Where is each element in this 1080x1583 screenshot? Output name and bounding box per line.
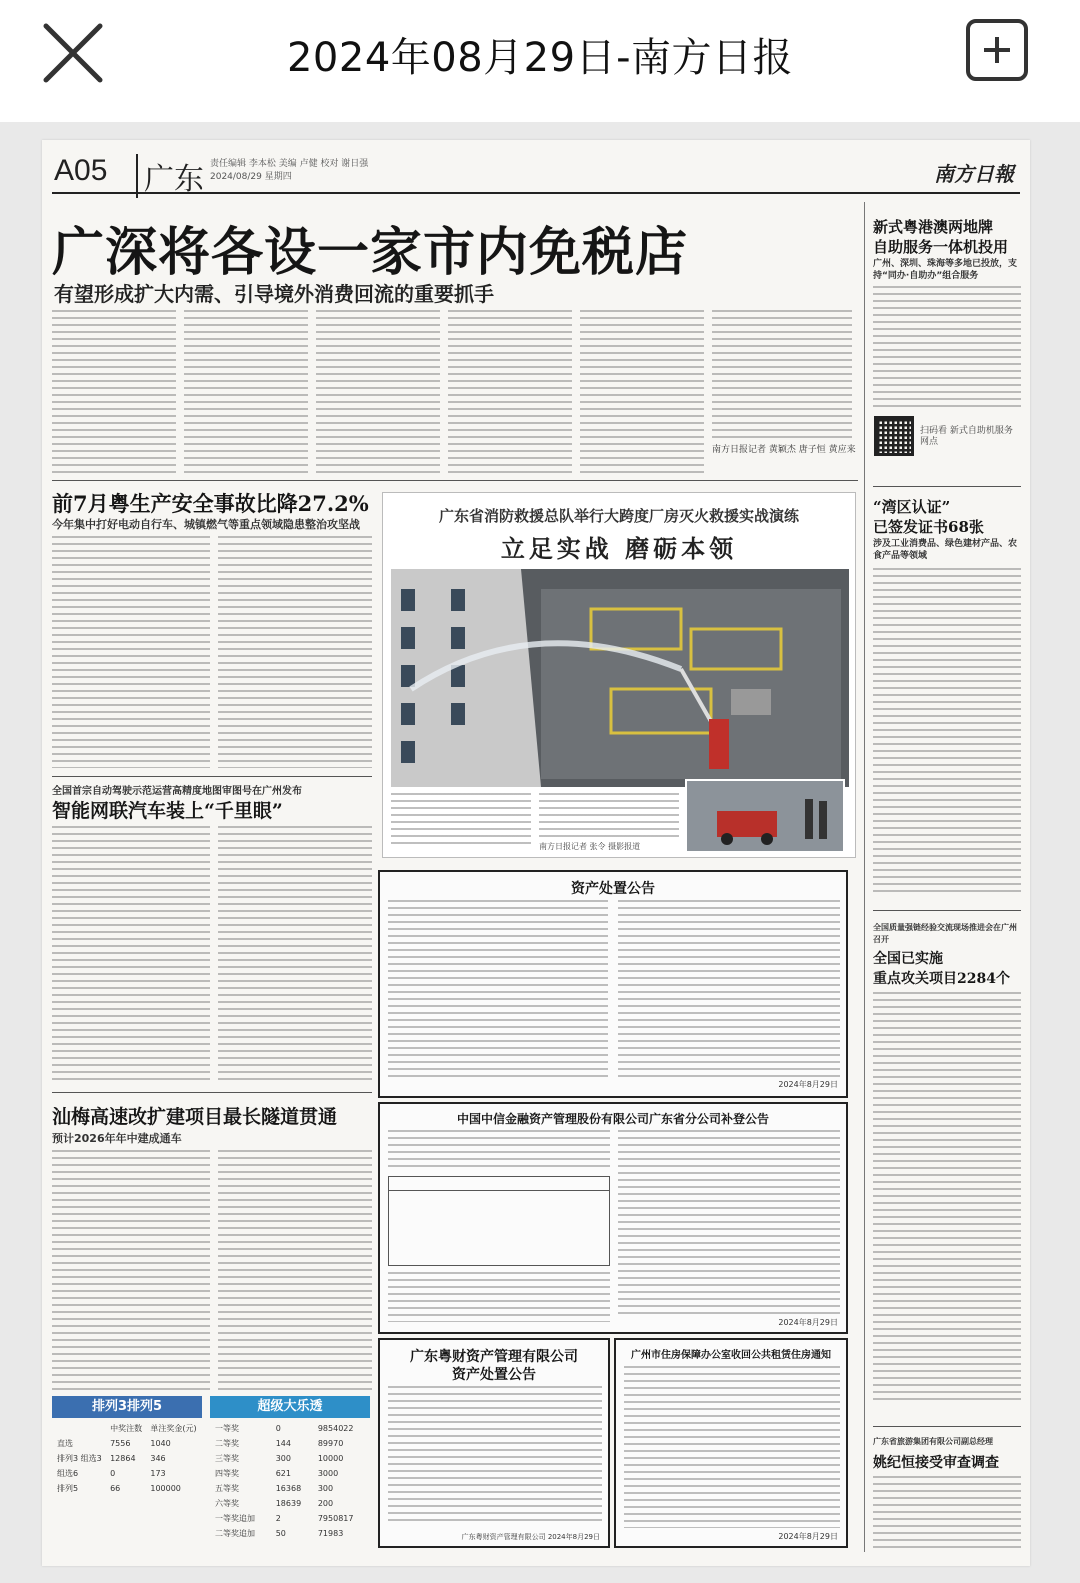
table-cell: 18639 (275, 1499, 302, 1508)
masthead (52, 154, 1020, 197)
ad-body-right (618, 900, 840, 1078)
rc-a2-sub: 涉及工业消费品、绿色建材产品、农食产品等领域 (873, 539, 1018, 561)
table-row (212, 1527, 368, 1540)
table-cell: 三等奖 (215, 1454, 239, 1463)
table-cell: 1040 (150, 1439, 171, 1448)
rc-a3-body (873, 992, 1021, 1402)
ad-title: 中国中信金融资产管理股份有限公司广东省分公司补登公告 (456, 1112, 769, 1126)
ad-title: 广州市住房保障办公室收回公共租赁住房通知 (631, 1350, 831, 1361)
divider (873, 486, 1021, 487)
safety-body-col2 (218, 536, 372, 768)
table-cell: 四等奖 (215, 1469, 239, 1478)
photo-caption-col2 (539, 793, 679, 852)
add-icon[interactable] (966, 19, 1028, 81)
safety-body-col1 (52, 536, 210, 768)
ad-title: 广东粤财资产管理有限公司 (410, 1349, 578, 1365)
newspaper-logo: 南方日報 (934, 162, 1014, 186)
editor-credits (210, 158, 470, 184)
rc-a1-body (873, 286, 1021, 410)
tunnel-subheadline: 预计2026年年中建成通车 (52, 1132, 182, 1145)
table-cell: 9854022 (317, 1424, 354, 1433)
table-cell: 12864 (110, 1454, 136, 1463)
table-cell: 66 (110, 1484, 121, 1493)
tunnel-body-col2 (218, 1150, 372, 1390)
rc-a3-headline-2[interactable]: 重点攻关项目2284个 (873, 971, 1010, 987)
table-cell: 2 (275, 1514, 281, 1523)
lead-body-col5 (580, 310, 704, 476)
rc-a1-headline-1[interactable]: 新式粤港澳两地牌 (873, 218, 994, 236)
table-row (212, 1512, 368, 1525)
table-cell: 200 (317, 1499, 334, 1508)
table-cell: 排列5 (57, 1484, 79, 1493)
table-cell: 89970 (317, 1439, 344, 1448)
ad-body (388, 1386, 602, 1526)
page-number: A05 (54, 154, 108, 187)
safety-headline[interactable]: 前7月粤生产安全事故比降27.2% (52, 491, 369, 516)
ad-body (624, 1366, 840, 1528)
table-row (212, 1467, 368, 1480)
table-cell: 300 (317, 1484, 334, 1493)
fire-drill-photo[interactable] (391, 569, 849, 787)
divider (52, 480, 858, 481)
housing-notice-ad[interactable] (614, 1338, 848, 1548)
autodrive-body-col1 (52, 826, 210, 1084)
table-cell: 直选 (57, 1439, 73, 1448)
lead-body-col6 (712, 310, 852, 440)
lottery-pl3-title: 排列3排列5 (52, 1396, 202, 1418)
photo-headline: 立足实战 磨砺本领 (500, 534, 738, 563)
photo-credit: 南方日报记者 张令 摄影报道 (539, 842, 641, 851)
ad-table (388, 1176, 610, 1266)
ad-date: 广东粤财资产管理有限公司 2024年8月29日 (461, 1533, 600, 1541)
table-row (54, 1482, 200, 1495)
lead-headline[interactable]: 广深将各设一家市内免税店 (52, 222, 689, 283)
table-cell: 一等奖追加 (215, 1514, 255, 1523)
ad-title: 资产处置公告 (571, 881, 655, 897)
table-cell: 0 (110, 1469, 116, 1478)
table-cell: 621 (275, 1469, 291, 1478)
section-name: 广东 (136, 154, 204, 198)
table-cell: 50 (275, 1529, 286, 1538)
table-cell: 71983 (317, 1529, 344, 1538)
ad-body-left (388, 1272, 610, 1322)
asset-disposal-ad[interactable] (378, 870, 848, 1098)
rc-a1-headline-2[interactable]: 自助服务一体机投用 (873, 238, 1009, 256)
divider (52, 1092, 372, 1093)
caption-text (391, 793, 531, 849)
lottery-dlt-table (210, 1420, 370, 1542)
app-bar (0, 0, 1080, 108)
ad-intro (388, 1130, 610, 1170)
rc-a1-sub: 广州、深圳、珠海等多地已投放，支持“同办·自助办”组合服务 (873, 259, 1018, 281)
lead-subheadline: 有望形成扩大内需、引导境外消费回流的重要抓手 (54, 282, 494, 306)
qr-caption: 扫码看 新式自助机服务网点 (920, 426, 1013, 447)
table-cell: 组选6 (57, 1469, 79, 1478)
ad-subtitle: 资产处置公告 (452, 1367, 536, 1383)
ad-date: 2024年8月29日 (778, 1532, 838, 1541)
ad-date: 2024年8月29日 (778, 1318, 838, 1327)
rc-a2-headline-2[interactable]: 已签发证书68张 (873, 518, 984, 536)
photo-caption-col1 (391, 793, 531, 849)
table-header (54, 1422, 105, 1435)
fire-drill-illustration (391, 569, 849, 787)
table-cell: 一等奖 (215, 1424, 239, 1433)
photo-kicker: 广东省消防救援总队举行大跨度厂房灭火救援实战演练 (438, 507, 799, 525)
table-row (54, 1452, 200, 1465)
editor-line: 责任编辑 李本松 美编 卢健 校对 谢日强 (210, 159, 369, 169)
table-row (212, 1482, 368, 1495)
ad-body-left (388, 900, 608, 1078)
rc-a4-body (873, 1476, 1021, 1552)
table-row (54, 1437, 200, 1450)
table-cell: 144 (275, 1439, 291, 1448)
lead-body-col2 (184, 310, 308, 476)
issue-date: 2024/08/29 星期四 (210, 172, 292, 182)
robot-illustration (687, 781, 843, 851)
table-cell: 300 (275, 1454, 291, 1463)
lead-byline: 南方日报记者 黄颖杰 唐子恒 黄应来 (712, 445, 856, 455)
rc-a3-kicker: 全国质量强链经验交流现场推进会在广州召开 (873, 923, 1017, 944)
lead-body-col1 (52, 310, 176, 476)
tunnel-headline[interactable]: 汕梅高速改扩建项目最长隧道贯通 (52, 1106, 338, 1128)
qr-code-icon[interactable] (874, 416, 914, 456)
table-cell: 173 (150, 1469, 166, 1478)
table-cell: 六等奖 (215, 1499, 239, 1508)
divider (52, 776, 372, 777)
ad-table-header (389, 1177, 609, 1191)
photo-feature[interactable] (382, 492, 856, 858)
table-cell: 排列3 组选3 (57, 1454, 102, 1463)
tunnel-body-col1 (52, 1150, 210, 1390)
table-cell: 346 (150, 1454, 166, 1463)
table-row (212, 1422, 368, 1435)
divider (873, 1426, 1021, 1427)
lead-body-col3 (316, 310, 440, 476)
rc-a2-body (873, 568, 1021, 894)
autodrive-kicker: 全国首宗自动驾驶示范运营高精度地图审图号在广州发布 (52, 786, 302, 797)
lottery-pl3-table (52, 1420, 202, 1497)
table-cell: 五等奖 (215, 1484, 239, 1493)
rc-a2-headline-1[interactable]: “湾区认证” (873, 498, 951, 516)
table-cell: 16368 (275, 1484, 302, 1493)
table-row (54, 1467, 200, 1480)
table-row (212, 1497, 368, 1510)
citic-notice-ad[interactable] (378, 1102, 848, 1334)
table-header: 中奖注数 (110, 1424, 143, 1433)
table-cell: 3000 (317, 1469, 339, 1478)
caption-text (539, 793, 679, 839)
rc-a4-kicker: 广东省旅游集团有限公司副总经理 (873, 1437, 993, 1446)
page-title: 2024年08月29日-南方日报 (286, 35, 794, 81)
table-cell: 二等奖 (215, 1439, 239, 1448)
ad-date: 2024年8月29日 (778, 1080, 838, 1089)
table-cell: 7950817 (317, 1514, 354, 1523)
table-row (212, 1437, 368, 1450)
lead-body-col4 (448, 310, 572, 476)
table-cell: 二等奖追加 (215, 1529, 255, 1538)
column-divider (864, 202, 865, 1552)
yuecai-notice-ad[interactable] (378, 1338, 610, 1548)
ad-body-right (618, 1130, 840, 1316)
table-row (212, 1452, 368, 1465)
table-cell: 0 (275, 1424, 281, 1433)
inset-photo[interactable] (685, 779, 845, 853)
autodrive-headline[interactable]: 智能网联汽车装上“千里眼” (52, 800, 283, 822)
autodrive-body-col2 (218, 826, 372, 1084)
table-row (54, 1422, 200, 1435)
close-icon[interactable] (40, 20, 106, 86)
safety-subheadline: 今年集中打好电动自行车、城镇燃气等重点领域隐患整治攻坚战 (52, 518, 360, 531)
newspaper-page[interactable] (42, 140, 1030, 1566)
table-header: 单注奖金(元) (150, 1424, 197, 1433)
table-cell: 100000 (150, 1484, 181, 1493)
rc-a4-headline[interactable]: 姚纪恒接受审查调查 (873, 1455, 999, 1471)
table-cell: 7556 (110, 1439, 131, 1448)
rc-a3-headline-1[interactable]: 全国已实施 (873, 951, 943, 967)
table-cell: 10000 (317, 1454, 344, 1463)
lottery-dlt-title: 超级大乐透 (210, 1396, 370, 1418)
divider (873, 910, 1021, 911)
